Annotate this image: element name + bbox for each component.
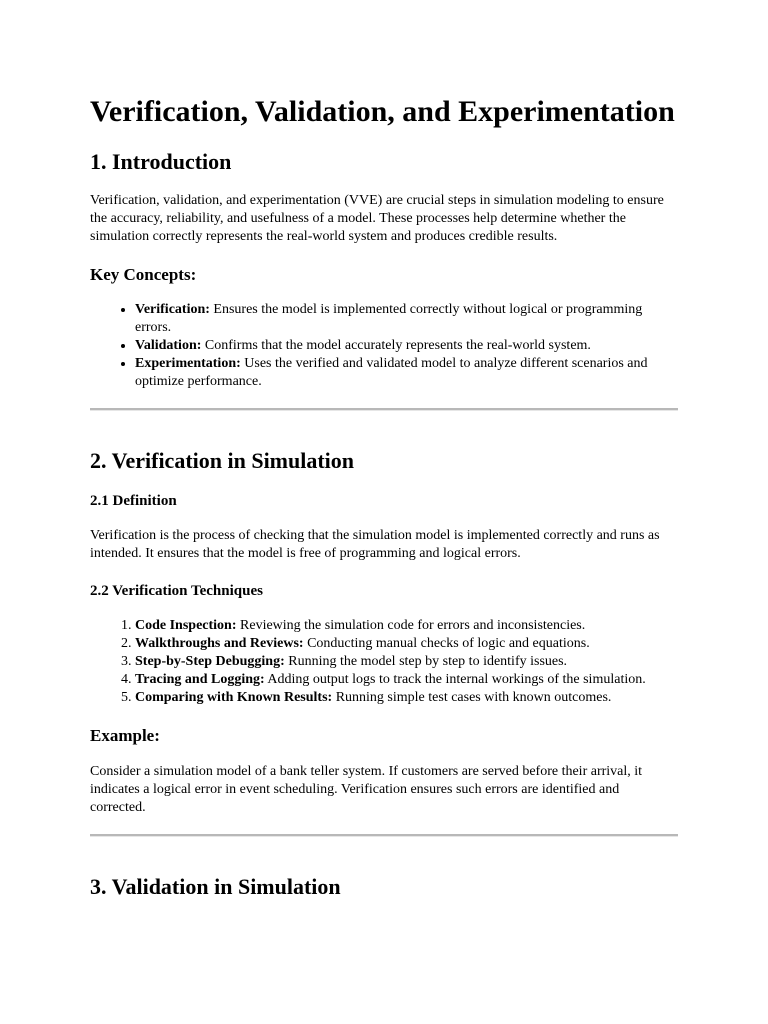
introduction-paragraph: Verification, validation, and experimentation (VVE) are crucial steps in simulation modeling to ensure the accuracy, reliability, and usefulness of a model. These processes help determine whether the simulation correctly represents the real-world system and produces credible results. <box>90 193 664 244</box>
key-concept-text: Ensures the model is implemented correctly without logical or programming errors. <box>135 302 643 335</box>
technique-item <box>135 689 678 707</box>
key-concept-item <box>135 337 678 355</box>
subsection-heading-definition: 2.1 Definition <box>90 493 177 509</box>
key-concept-item <box>135 301 678 337</box>
key-concept-text: Confirms that the model accurately represents the real-world system. <box>201 338 591 353</box>
section-heading-validation: 3. Validation in Simulation <box>90 874 341 899</box>
key-concept-item <box>135 355 678 391</box>
section-heading-verification: 2. Verification in Simulation <box>90 448 355 473</box>
key-concept-text: Uses the verified and validated model to analyze different scenarios and optimize performance. <box>135 356 648 389</box>
key-concept-term: Validation: <box>135 338 202 353</box>
key-concepts-list <box>90 301 678 391</box>
subsection-heading-techniques: 2.2 Verification Techniques <box>90 583 263 599</box>
key-concept-term: Experimentation: <box>135 356 241 371</box>
technique-term: Walkthroughs and Reviews: <box>135 636 304 651</box>
technique-text: Reviewing the simulation code for errors and inconsistencies. <box>236 618 586 633</box>
technique-text: Adding output logs to track the internal workings of the simulation. <box>264 672 646 687</box>
definition-paragraph: Verification is the process of checking that the simulation model is implemented correctly and runs as intended. It ensures that the model is free of programming and logical errors. <box>90 528 660 561</box>
key-concepts-heading: Key Concepts: <box>90 265 197 284</box>
technique-text: Running simple test cases with known outcomes. <box>332 690 612 705</box>
document-title: Verification, Validation, and Experimentation <box>90 95 675 128</box>
technique-text: Running the model step by step to identify issues. <box>284 654 568 669</box>
technique-item <box>135 635 678 653</box>
example-paragraph: Consider a simulation model of a bank teller system. If customers are served before their arrival, it indicates a logical error in event scheduling. Verification ensures such errors are identified and corrected. <box>90 764 643 815</box>
technique-item <box>135 671 678 689</box>
verification-techniques-list <box>90 617 678 707</box>
example-heading: Example: <box>90 726 160 745</box>
technique-item <box>135 617 678 635</box>
technique-term: Code Inspection: <box>135 618 237 633</box>
technique-term: Comparing with Known Results: <box>135 690 333 705</box>
section-divider <box>90 834 678 837</box>
technique-item <box>135 653 678 671</box>
section-divider <box>90 408 678 411</box>
key-concept-term: Verification: <box>135 302 210 317</box>
technique-term: Step-by-Step Debugging: <box>135 654 285 669</box>
section-heading-introduction: 1. Introduction <box>90 149 232 174</box>
technique-text: Conducting manual checks of logic and equations. <box>303 636 590 651</box>
technique-term: Tracing and Logging: <box>135 672 265 687</box>
